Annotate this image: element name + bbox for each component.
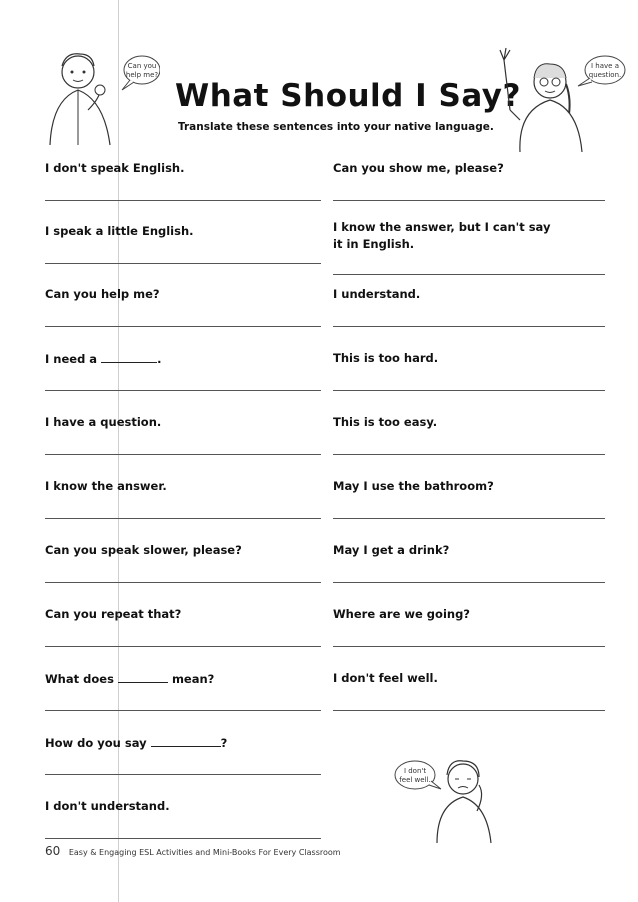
left-item-3 (45, 286, 321, 303)
answer-line[interactable] (333, 582, 605, 583)
answer-line[interactable] (333, 274, 605, 275)
sentence-text: This is too easy. (333, 415, 438, 429)
sentence-text-line1: I know the answer, but I can't say (333, 220, 551, 234)
sentence-text (45, 734, 321, 752)
right-item-9 (333, 670, 605, 687)
answer-line[interactable] (333, 518, 605, 519)
answer-line[interactable] (333, 454, 605, 455)
answer-line[interactable] (45, 646, 321, 647)
answer-line[interactable] (45, 263, 321, 264)
sentence-part-after: mean? (171, 672, 215, 686)
answer-line[interactable] (333, 710, 605, 711)
girl-bubble-line2: question. (588, 71, 622, 79)
right-item-5 (333, 414, 605, 431)
sentence-part-after: ? (220, 736, 228, 750)
girl-bubble-line1: I have a (591, 62, 619, 70)
sentence-part-before: How do you say (45, 736, 147, 750)
page-title: What Should I Say? (175, 78, 521, 114)
sick-boy-bubble-line1: I don't (403, 767, 427, 775)
answer-line[interactable] (333, 390, 605, 391)
answer-line[interactable] (45, 454, 321, 455)
answer-line[interactable] (45, 518, 321, 519)
boy-bubble-line2: help me? (125, 71, 159, 79)
sentence-text: I understand. (333, 287, 421, 301)
left-item-10 (45, 734, 321, 752)
answer-line[interactable] (45, 390, 321, 391)
sentence-part-after: . (157, 352, 162, 366)
sentence-text: Where are we going? (333, 607, 470, 621)
sentence-text: I don't feel well. (333, 671, 438, 685)
boy-bubble-line1: Can you (127, 62, 157, 70)
sentence-text: Can you speak slower, please? (45, 543, 242, 557)
answer-line[interactable] (333, 646, 605, 647)
page-footer (45, 844, 341, 858)
sentence-text: May I get a drink? (333, 543, 450, 557)
answer-line[interactable] (45, 326, 321, 327)
sentence-text (45, 350, 321, 368)
sentence-text: I have a question. (45, 415, 162, 429)
answer-line[interactable] (333, 200, 605, 201)
sentence-text: I don't speak English. (45, 161, 185, 175)
left-item-1 (45, 160, 321, 177)
left-item-11 (45, 798, 321, 815)
right-item-2 (333, 219, 605, 253)
sentence-text: This is too hard. (333, 351, 439, 365)
answer-line[interactable] (45, 582, 321, 583)
fill-in-blank[interactable] (118, 670, 168, 683)
answer-line[interactable] (45, 710, 321, 711)
fill-in-blank[interactable] (101, 350, 157, 363)
left-item-8 (45, 606, 321, 623)
answer-line[interactable] (333, 326, 605, 327)
boy-character-illustration (30, 40, 160, 150)
right-item-8 (333, 606, 605, 623)
answer-line[interactable] (45, 838, 321, 839)
right-item-1 (333, 160, 605, 177)
sick-boy-bubble-line2: feel well. (399, 776, 431, 784)
girl-character-illustration (490, 40, 630, 155)
page-header (0, 0, 638, 150)
sentence-text: May I use the bathroom? (333, 479, 494, 493)
sentence-part-before: I need a (45, 352, 98, 366)
left-item-7 (45, 542, 321, 559)
answer-line[interactable] (45, 200, 321, 201)
sentence-text: Can you show me, please? (333, 161, 504, 175)
sick-boy-illustration (375, 745, 505, 845)
sentence-part-before: What does (45, 672, 114, 686)
left-item-9 (45, 670, 321, 688)
sentence-text: Can you repeat that? (45, 607, 182, 621)
sentence-text: I don't understand. (45, 799, 170, 813)
sentence-text: I know the answer. (45, 479, 167, 493)
page-subtitle: Translate these sentences into your native language. (178, 121, 494, 133)
left-item-2 (45, 223, 321, 240)
right-item-6 (333, 478, 605, 495)
sentence-text: I speak a little English. (45, 224, 194, 238)
sentence-text-line2: it in English. (333, 237, 415, 251)
right-item-4 (333, 350, 605, 367)
book-title: Easy & Engaging ESL Activities and Mini-Books For Every Classroom (68, 848, 341, 857)
left-item-5 (45, 414, 321, 431)
fill-in-blank[interactable] (151, 734, 221, 747)
left-item-4 (45, 350, 321, 368)
sentence-text: Can you help me? (45, 287, 160, 301)
answer-line[interactable] (45, 774, 321, 775)
sentence-text (45, 670, 321, 688)
right-item-3 (333, 286, 605, 303)
left-item-6 (45, 478, 321, 495)
page-number: 60 (45, 844, 61, 858)
right-item-7 (333, 542, 605, 559)
